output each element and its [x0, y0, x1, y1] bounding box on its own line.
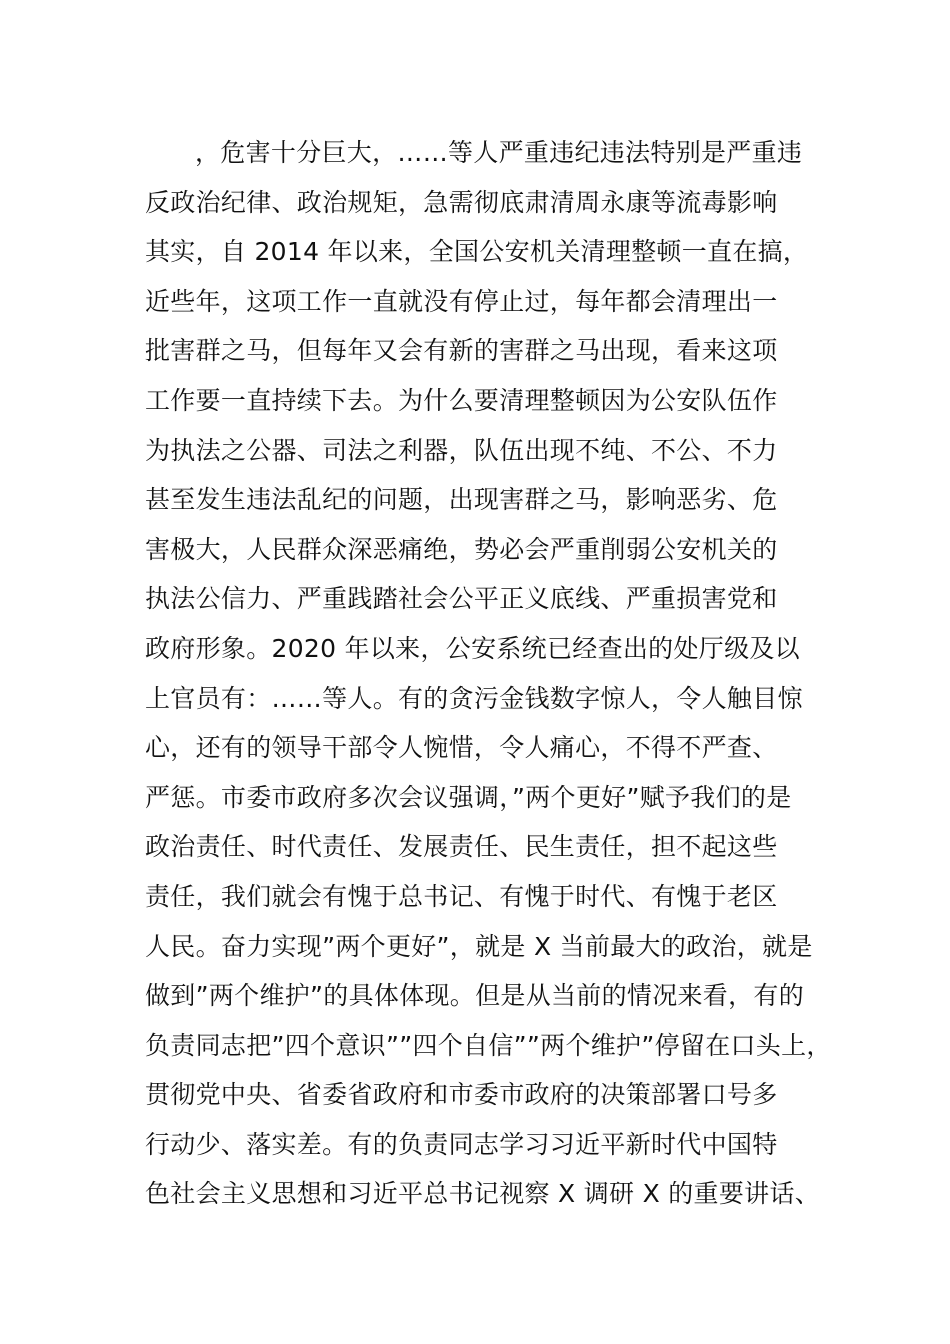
- text-line: 严惩。市委市政府多次会议强调，”两个更好”赋予我们的是: [145, 782, 792, 812]
- text-line: 为执法之公器、司法之利器，队伍出现不纯、不公、不力: [145, 435, 778, 465]
- text-line: 批害群之马，但每年又会有新的害群之马出现，看来这项: [145, 336, 778, 366]
- text-line: 执法公信力、严重践踏社会公平正义底线、严重损害党和: [145, 584, 778, 614]
- text-line: 甚至发生违法乱纪的问题，出现害群之马，影响恶劣、危: [145, 485, 778, 515]
- text-line: ，危害十分巨大，……等人严重违纪违法特别是严重违: [195, 138, 803, 167]
- text-line: 色社会主义思想和习近平总书记视察 X 调研 X 的重要讲话、: [145, 1179, 821, 1209]
- text-line: 上官员有：……等人。有的贪污金钱数字惊人，令人触目惊: [145, 683, 803, 713]
- body-text: [145, 128, 832, 1219]
- text-line: 反政治纪律、政治规矩，急需彻底肃清周永康等流毒影响: [145, 187, 778, 217]
- text-line: 其实，自 2014 年以来，全国公安机关清理整顿一直在搞，: [145, 237, 809, 267]
- text-line: 人民。奋力实现”两个更好”，就是 X 当前最大的政治，就是: [145, 931, 813, 961]
- text-line: 政治责任、时代责任、发展责任、民生责任，担不起这些: [145, 832, 778, 862]
- text-line: 行动少、落实差。有的负责同志学习习近平新时代中国特: [145, 1129, 778, 1159]
- text-line: 工作要一直持续下去。为什么要清理整顿因为公安队伍作: [145, 385, 778, 415]
- text-line: 近些年，这项工作一直就没有停止过，每年都会清理出一: [145, 286, 778, 316]
- text-line: 做到”两个维护”的具体体现。但是从当前的情况来看，有的: [145, 981, 805, 1011]
- text-line: 责任，我们就会有愧于总书记、有愧于时代、有愧于老区: [145, 881, 778, 911]
- text-line: 害极大，人民群众深恶痛绝，势必会严重削弱公安机关的: [145, 534, 778, 564]
- text-line: 负责同志把”四个意识””四个自信””两个维护”停留在口头上，: [145, 1030, 832, 1060]
- text-line: 心，还有的领导干部令人惋惜，令人痛心，不得不严查、: [145, 733, 778, 763]
- text-line: 政府形象。2020 年以来，公安系统已经查出的处厅级及以: [145, 633, 800, 663]
- text-line: 贯彻党中央、省委省政府和市委市政府的决策部署口号多: [145, 1080, 778, 1110]
